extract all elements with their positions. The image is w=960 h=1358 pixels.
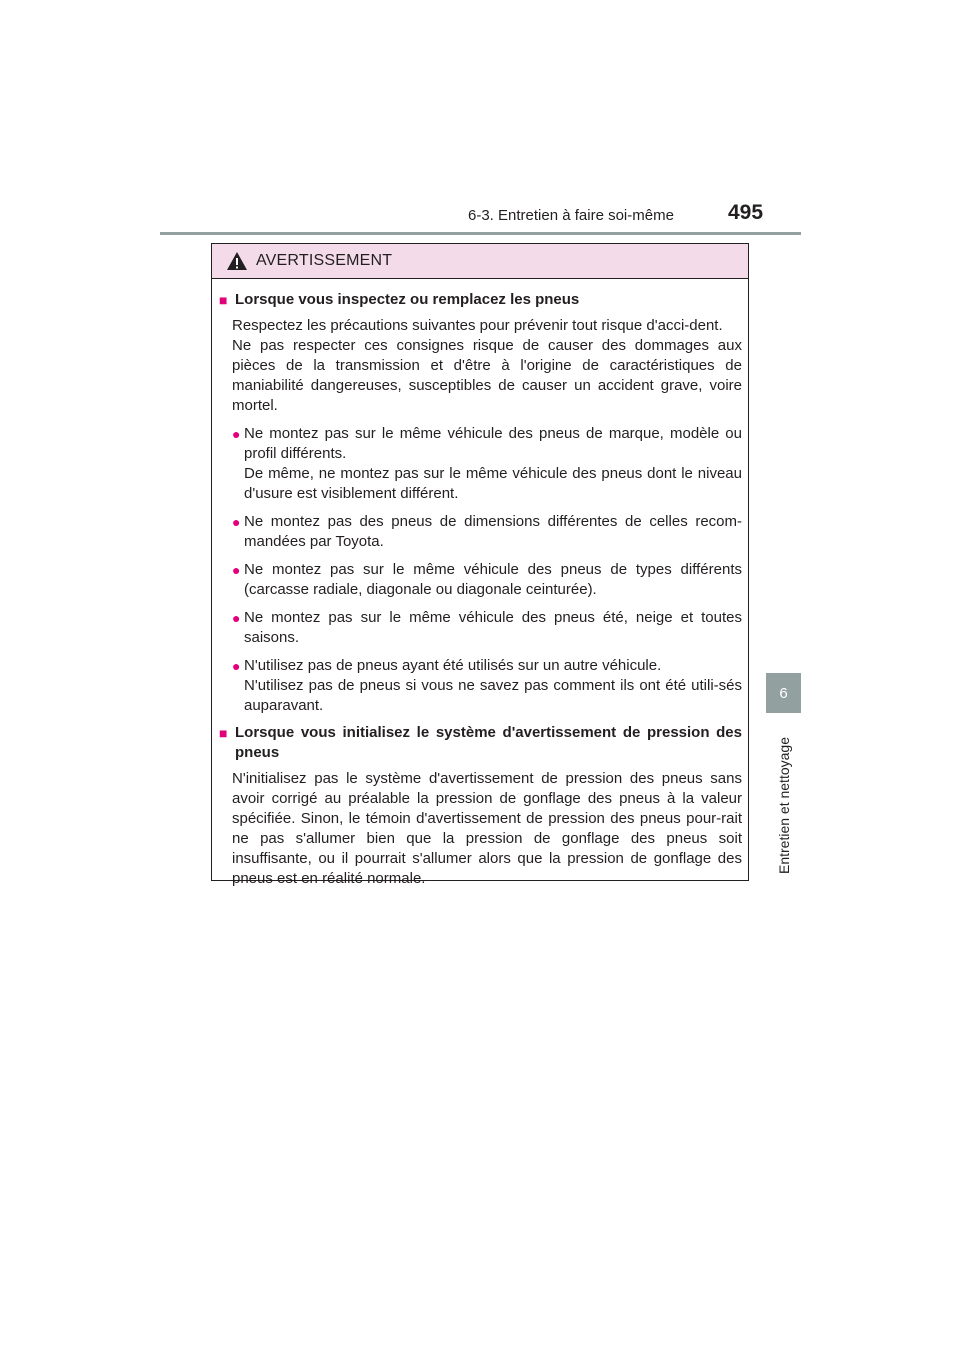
round-bullet-icon: ● [232,514,241,530]
block-paragraphs [232,769,742,889]
paragraph: Ne pas respecter ces consignes risque de causer des dommages aux pièces de la transmission et d'être à l'origine de caractéristiques de maniabilité dangereuses, susceptibles de causer un accident grave, voire mortel. [232,337,742,414]
chapter-label [766,716,801,894]
chapter-label-text: Entretien et nettoyage [775,736,792,874]
round-bullet-icon: ● [232,610,241,626]
list-item-line: Ne montez pas des pneus de dimensions différentes de celles recom-mandées par Toyota. [244,513,742,550]
list-item-line: N'utilisez pas de pneus ayant été utilisés sur un autre véhicule. [244,657,662,674]
round-bullet-icon: ● [232,426,241,442]
block-paragraphs [232,316,742,416]
list-item-line: Ne montez pas sur le même véhicule des pneus été, neige et toutes saisons. [244,609,742,646]
warning-header [212,244,748,279]
square-bullet-icon: ■ [219,725,228,741]
list-item-text [244,424,742,504]
paragraph: Respectez les précautions suivantes pour prévenir tout risque d'acci-dent. [232,317,723,334]
section-title: 6-3. Entretien à faire soi-même [468,207,674,224]
square-bullet-icon: ■ [219,292,228,308]
list-item [232,608,742,648]
list-item-line: De même, ne montez pas sur le même véhicule des pneus dont le niveau d'usure est visiblement différent. [244,465,742,502]
page-number: 495 [728,201,764,224]
header-divider [160,232,801,235]
list-item-text [244,656,742,716]
list-item-text [244,560,742,600]
list-item-text [244,512,742,552]
block-heading-text: Lorsque vous initialisez le système d'avertissement de pression des pneus [235,724,742,761]
block-heading [219,290,742,310]
list-item [232,656,742,716]
warning-body [212,279,748,889]
chapter-tab[interactable] [766,673,801,713]
list-item-text [244,608,742,648]
list-item [232,424,742,504]
list-item-line: Ne montez pas sur le même véhicule des pneus de types différents (carcasse radiale, diagonale ou diagonale ceinturée). [244,561,742,598]
chapter-number: 6 [779,684,788,702]
warning-box [211,243,749,887]
block-heading-text: Lorsque vous inspectez ou remplacez les pneus [235,291,580,308]
list-item-line: Ne montez pas sur le même véhicule des pneus de marque, modèle ou profil différents. [244,425,742,462]
warning-title: AVERTISSEMENT [256,252,393,269]
warning-triangle-icon [226,251,248,271]
paragraph: N'initialisez pas le système d'avertissement de pression des pneus sans avoir corrigé au préalable la pression de gonflage des pneus à la valeur spécifiée. Sinon, le témoin d'avertissement de pression des pneus pour-rait ne pas s'allumer bien que la pression de gonflage des pneus soit insuffisante, ou il pourrait s'allumer alors que la pression de gonflage des pneus est en réalité normale. [232,770,742,887]
block-heading [219,723,742,763]
round-bullet-icon: ● [232,658,241,674]
list-item-line: N'utilisez pas de pneus si vous ne savez pas comment ils ont été utili-sés auparavant. [244,677,742,714]
list-item [232,512,742,552]
list-item [232,560,742,600]
round-bullet-icon: ● [232,562,241,578]
